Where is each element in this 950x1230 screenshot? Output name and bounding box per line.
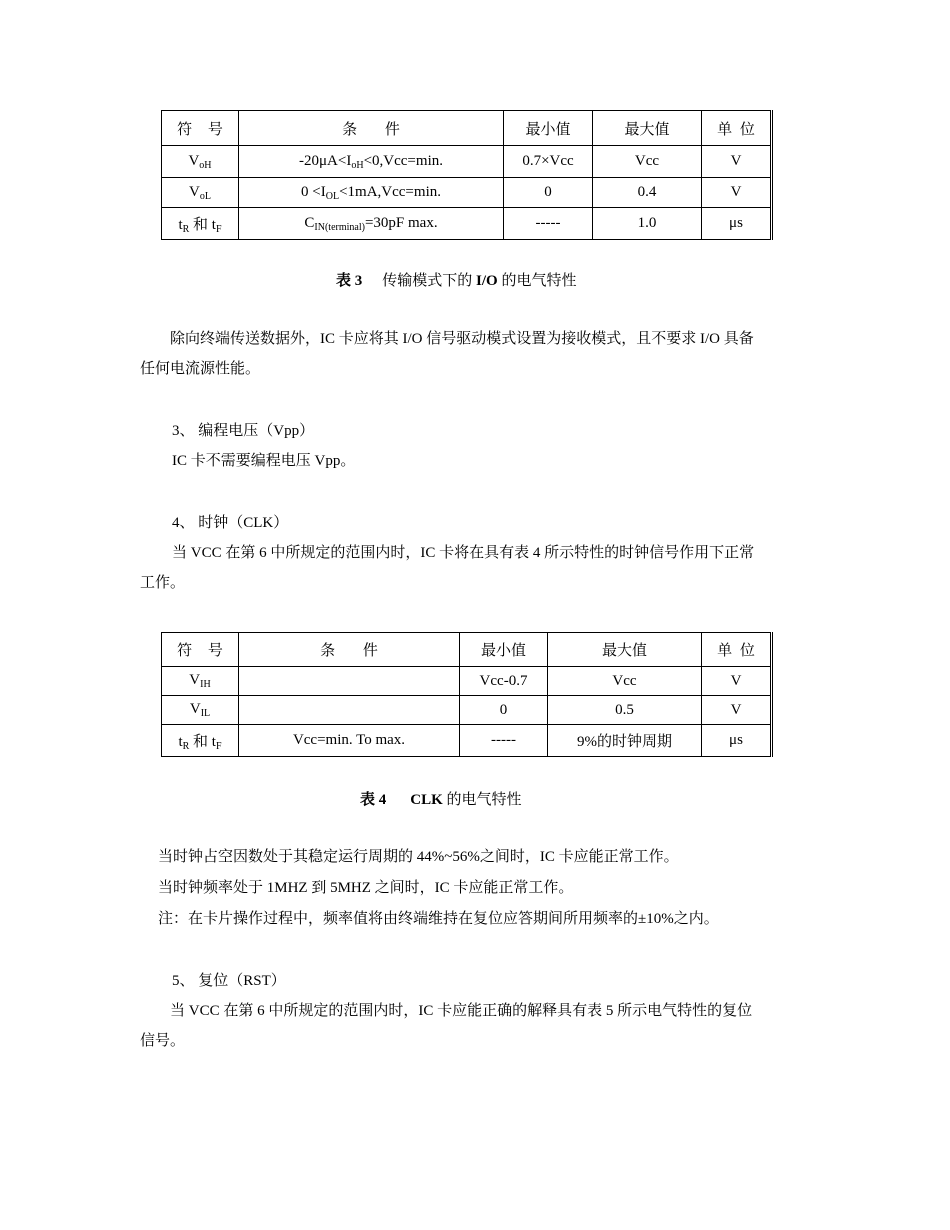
header-min: 最小值 — [504, 111, 593, 146]
unit-cell: V — [702, 178, 771, 208]
symbol-cell: $V_{IL}$ — [162, 696, 239, 725]
condition-cell — [239, 696, 460, 725]
header-max: 最大值 — [593, 111, 702, 146]
section-5: 5、 复位（RST） 当 VCC 在第 6 中所规定的范围内时，IC 卡应能正确的解释具有表 5 所示电气特性的复位 信号。 — [140, 966, 752, 1056]
table-header-row — [162, 111, 771, 146]
table-row — [162, 178, 771, 208]
max-cell: Vcc — [548, 667, 702, 696]
table-row — [162, 146, 771, 178]
symbol-cell: $t_R$ 和 $t_F$ — [162, 208, 239, 240]
header-symbol: 符 号 — [162, 111, 239, 146]
condition-cell: $0 <I_{OL}<1mA,Vcc=\min$. — [239, 178, 504, 208]
symbol-cell: $t_R$ 和 $t_F$ — [162, 725, 239, 757]
section-heading: 3、 编程电压（Vpp） — [172, 423, 315, 439]
unit-cell: μs — [702, 725, 771, 757]
min-cell: 0 — [460, 696, 548, 725]
symbol-cell: $V_{oL}$ — [162, 178, 239, 208]
condition-cell: $-20\mu A<I_{oH}<0,Vcc=\min$. — [239, 146, 504, 178]
section-heading: 4、 时钟（CLK） — [172, 515, 289, 531]
table-row — [162, 725, 771, 757]
header-min: 最小值 — [460, 633, 548, 667]
symbol-cell: $V_{IH}$ — [162, 667, 239, 696]
unit-cell: V — [702, 696, 771, 725]
header-symbol: 符 号 — [162, 633, 239, 667]
table-4 — [161, 632, 771, 757]
max-cell: 9%的时钟周期 — [548, 725, 702, 757]
max-cell: 0.4 — [593, 178, 702, 208]
table-3-double-border — [772, 110, 773, 240]
min-cell: ----- — [504, 208, 593, 240]
header-max: 最大值 — [548, 633, 702, 667]
section-3: 3、 编程电压（Vpp） IC 卡不需要编程电压 Vpp。 — [172, 416, 355, 476]
header-unit: 单 位 — [702, 633, 771, 667]
max-cell: Vcc — [593, 146, 702, 178]
condition-cell: Vcc=min. To max. — [239, 725, 460, 757]
max-cell: 0.5 — [548, 696, 702, 725]
table-4-double-border — [772, 632, 773, 757]
max-cell: 1.0 — [593, 208, 702, 240]
min-cell: ----- — [460, 725, 548, 757]
unit-cell: V — [702, 146, 771, 178]
unit-cell: V — [702, 667, 771, 696]
table-row — [162, 696, 771, 725]
header-condition: 条 件 — [239, 633, 460, 667]
section-4: 4、 时钟（CLK） 当 VCC 在第 6 中所规定的范围内时，IC 卡将在具有表 4 所示特性的时钟信号作用下正常 工作。 — [140, 508, 754, 598]
condition-cell: $C_{IN(terminal)}=30pF$ max. — [239, 208, 504, 240]
table-3 — [161, 110, 771, 240]
table-row — [162, 208, 771, 240]
header-unit: 单 位 — [702, 111, 771, 146]
min-cell: 0 — [504, 178, 593, 208]
min-cell: 0.7×Vcc — [504, 146, 593, 178]
table-4-caption: 表 4 CLK 的电气特性 — [360, 792, 522, 808]
paragraph-io-description: 除向终端传送数据外，IC 卡应将其 I/O 信号驱动模式设置为接收模式，且不要求 I/O 具备 任何电流源性能。 — [140, 331, 754, 377]
min-cell: Vcc-0.7 — [460, 667, 548, 696]
notes-block: 当时钟占空因数处于其稳定运行周期的 44%~56%之间时，IC 卡应能正常工作。 当时钟频率处于 1MHZ 到 5MHZ 之间时，IC 卡应能正常工作。 注：在卡片操作过程中，频率值将由终端维持在复位应答期间所用频率的±10%之内。 — [158, 849, 719, 927]
unit-cell: μs — [702, 208, 771, 240]
table-header-row — [162, 633, 771, 667]
table-3-caption: 表 3 传输模式下的 I/O 的电气特性 — [336, 273, 577, 289]
section-heading: 5、 复位（RST） — [172, 973, 286, 989]
table-row — [162, 667, 771, 696]
header-condition: 条 件 — [239, 111, 504, 146]
symbol-cell: $V_{oH}$ — [162, 146, 239, 178]
condition-cell — [239, 667, 460, 696]
